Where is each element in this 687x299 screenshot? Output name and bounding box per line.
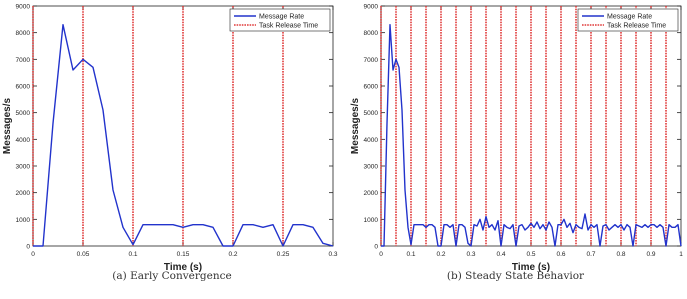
- chart-b-xtick-label: 0.5: [526, 251, 536, 258]
- chart-b-ytick-label: 1000: [363, 216, 378, 224]
- chart-a-ytick-label: 7000: [15, 56, 30, 64]
- chart-b-ytick-label: 5000: [363, 110, 378, 118]
- chart-b-xtick-label: 0.3: [466, 251, 476, 258]
- chart-a-xtick-label: 0.3: [328, 251, 338, 258]
- caption-b-label: (b): [446, 270, 462, 282]
- chart-panel-b: [344, 0, 687, 299]
- chart-a-xtick-label: 0.15: [176, 251, 190, 258]
- chart-a-ytick-label: 6000: [15, 83, 30, 91]
- chart-a-xlabel: Time (s): [163, 262, 203, 273]
- chart-b-xtick-label: 0: [379, 251, 383, 258]
- chart-b-xtick-label: 0.6: [556, 251, 566, 258]
- caption-b-text: Steady State Behavior: [465, 270, 585, 282]
- chart-b-svg: [344, 0, 687, 273]
- chart-a-legend-label-release: Task Release Time: [259, 22, 319, 30]
- chart-b-ytick-label: 4000: [363, 136, 378, 144]
- chart-b-xtick-label: 1: [679, 251, 683, 258]
- chart-a-xtick-label: 0.05: [76, 251, 90, 258]
- chart-b-xtick-label: 0.4: [496, 251, 506, 258]
- caption-b: [344, 270, 687, 282]
- chart-b-xlabel: Time (s): [511, 262, 551, 273]
- chart-b-legend-label-release: Task Release Time: [607, 22, 667, 30]
- chart-b-ytick-label: 6000: [363, 83, 378, 91]
- chart-b-ytick-label: 0: [374, 243, 378, 251]
- chart-a-xtick-label: 0: [31, 251, 35, 258]
- chart-b-legend-label-rate: Message Rate: [607, 13, 653, 21]
- chart-a-ytick-label: 5000: [15, 110, 30, 118]
- caption-a: [0, 270, 344, 282]
- chart-b-ytick-label: 9000: [363, 3, 378, 11]
- chart-b-xtick-label: 0.9: [646, 251, 656, 258]
- chart-a-xtick-label: 0.1: [128, 251, 138, 258]
- chart-b-ytick-label: 7000: [363, 56, 378, 64]
- chart-a-ytick-label: 2000: [15, 190, 30, 198]
- chart-b-ylabel: Messages/s: [350, 97, 361, 155]
- chart-a-ylabel: Messages/s: [2, 97, 13, 155]
- chart-a-ytick-label: 8000: [15, 30, 30, 38]
- chart-a-ytick-label: 4000: [15, 136, 30, 144]
- chart-b-ytick-label: 2000: [363, 190, 378, 198]
- caption-a-text: Early Convergence: [130, 270, 232, 282]
- chart-b-xtick-label: 0.2: [436, 251, 446, 258]
- chart-a-ytick-label: 1000: [15, 216, 30, 224]
- chart-b-ytick-label: 3000: [363, 163, 378, 171]
- chart-a-svg: [0, 0, 344, 273]
- chart-a-ytick-label: 3000: [15, 163, 30, 171]
- chart-b-xtick-label: 0.7: [586, 251, 596, 258]
- chart-b-xtick-label: 0.1: [406, 251, 416, 258]
- chart-a-ytick-label: 0: [26, 243, 30, 251]
- chart-a-xtick-label: 0.2: [228, 251, 238, 258]
- chart-b-xtick-label: 0.8: [616, 251, 626, 258]
- chart-b-ytick-label: 8000: [363, 30, 378, 38]
- chart-a-legend-label-rate: Message Rate: [259, 13, 305, 21]
- caption-a-label: (a): [112, 270, 127, 282]
- chart-a-ytick-label: 9000: [15, 3, 30, 11]
- chart-a-xtick-label: 0.25: [276, 251, 290, 258]
